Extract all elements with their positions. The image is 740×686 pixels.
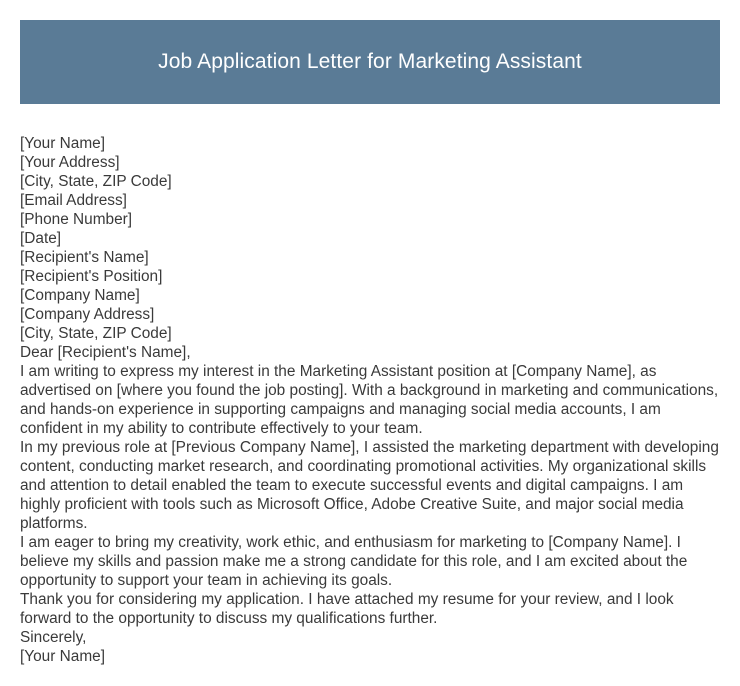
paragraph-motivation: I am eager to bring my creativity, work ethic, and enthusiasm for marketing to [Company Name]. I believe my skills and passion make me a strong candidate for this role, and I am excited about the opportunity to support your team in achieving its goals. <box>20 534 688 589</box>
paragraph-experience: In my previous role at [Previous Company Name], I assisted the marketing department with developing content, conducting market research, and coordinating promotional activities. My organizational skills and attention to detail enabled the team to execute successful events and digital campaigns. I am highly proficient with tools such as Microsoft Office, Adobe Creative Suite, and major social media platforms. <box>20 439 719 532</box>
recipient-address: [Company Address] <box>20 306 155 323</box>
page-title: Job Application Letter for Marketing Assistant <box>158 50 582 73</box>
salutation: Dear [Recipient's Name], <box>20 344 191 361</box>
recipient-position: [Recipient's Position] <box>20 268 163 285</box>
letter-date: [Date] <box>20 230 62 247</box>
sender-name: [Your Name] <box>20 135 105 152</box>
sender-phone: [Phone Number] <box>20 211 133 228</box>
letter-body <box>20 134 720 666</box>
recipient-city-state-zip: [City, State, ZIP Code] <box>20 325 172 342</box>
closing: Sincerely, <box>20 629 87 646</box>
paragraph-thanks: Thank you for considering my application. I have attached my resume for your review, and I look forward to the opportunity to discuss my qualifications further. <box>20 591 674 627</box>
paragraph-intro: I am writing to express my interest in the Marketing Assistant position at [Company Name], as advertised on [where you found the job posting]. With a background in marketing and communications, and hands-on experience in supporting campaigns and managing social media accounts, I am confident in my ability to contribute effectively to your team. <box>20 363 719 437</box>
sender-city-state-zip: [City, State, ZIP Code] <box>20 173 172 190</box>
letter-header-banner <box>20 20 720 104</box>
sender-email: [Email Address] <box>20 192 127 209</box>
recipient-company: [Company Name] <box>20 287 140 304</box>
signature-name: [Your Name] <box>20 648 105 665</box>
sender-address: [Your Address] <box>20 154 120 171</box>
recipient-name: [Recipient's Name] <box>20 249 149 266</box>
